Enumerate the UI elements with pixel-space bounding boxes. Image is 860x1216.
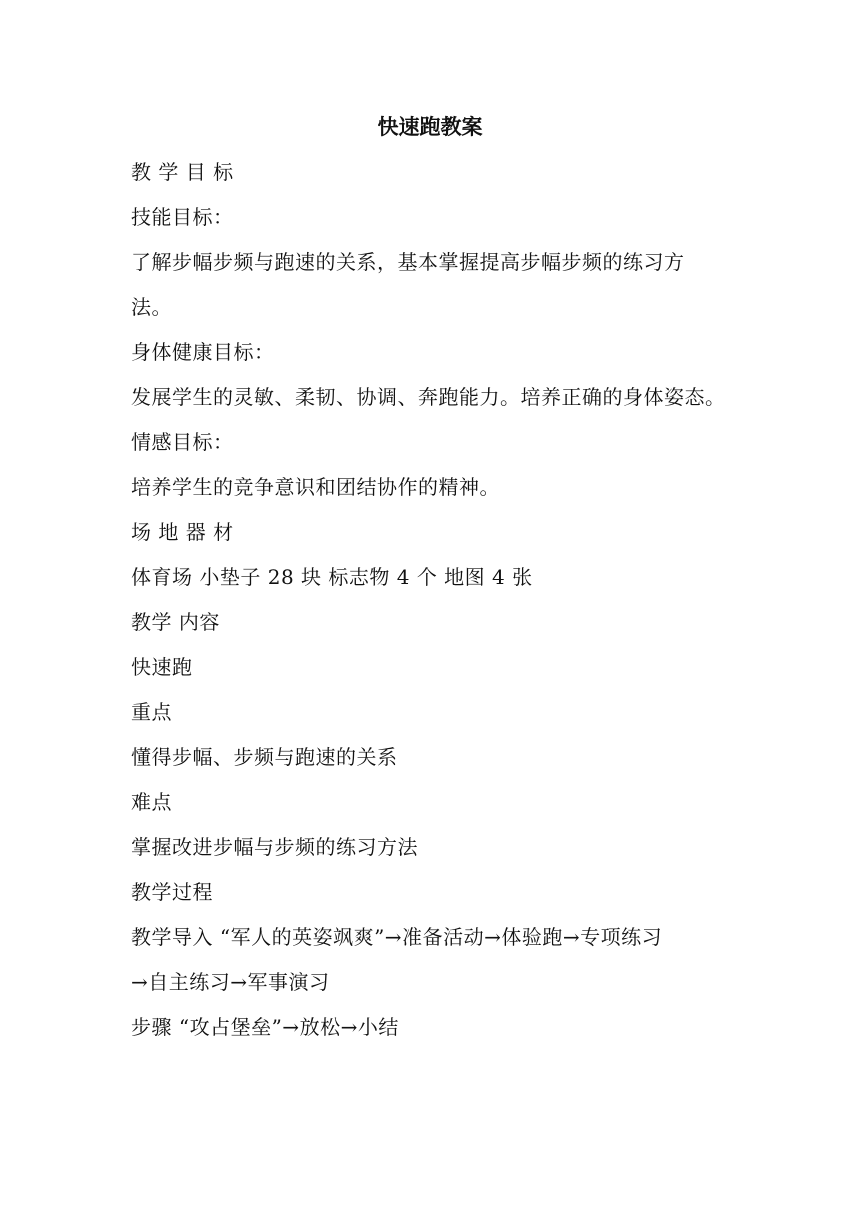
paragraph-line: 快速跑: [131, 655, 193, 679]
subheading-skill-goals: 技能目标：: [131, 205, 234, 229]
paragraph-line: →自主练习→军事演习: [131, 970, 330, 994]
section-heading-teaching-content: 教学 内容: [131, 610, 220, 634]
document-title: 快速跑教案: [377, 114, 483, 139]
subheading-key-points: 重点: [131, 700, 172, 724]
section-heading-teaching-process: 教学过程: [131, 880, 213, 904]
paragraph-line: 培养学生的竞争意识和团结协作的精神。: [131, 475, 500, 499]
subheading-emotional-goals: 情感目标：: [131, 430, 234, 454]
subheading-health-goals: 身体健康目标：: [131, 340, 275, 364]
paragraph-line: 步骤 “攻占堡垒”→放松→小结: [131, 1015, 399, 1039]
paragraph-line: 掌握改进步幅与步频的练习方法: [131, 835, 418, 859]
subheading-difficulties: 难点: [131, 790, 172, 814]
section-heading-teaching-goals: 教 学 目 标: [131, 160, 234, 184]
paragraph-line: 懂得步幅、步频与跑速的关系: [131, 745, 398, 769]
paragraph-line: 体育场 小垫子 28 块 标志物 4 个 地图 4 张: [131, 565, 533, 589]
paragraph-line: 发展学生的灵敏、柔韧、协调、奔跑能力。培养正确的身体姿态。: [131, 385, 726, 409]
document-body: [131, 157, 741, 1057]
paragraph-line: 法。: [131, 295, 172, 319]
section-heading-venue-equipment: 场 地 器 材: [131, 520, 234, 544]
paragraph-line: 了解步幅步频与跑速的关系，基本掌握提高步幅步频的练习方: [131, 250, 685, 274]
paragraph-line: 教学导入 “军人的英姿飒爽”→准备活动→体验跑→专项练习: [131, 925, 663, 949]
